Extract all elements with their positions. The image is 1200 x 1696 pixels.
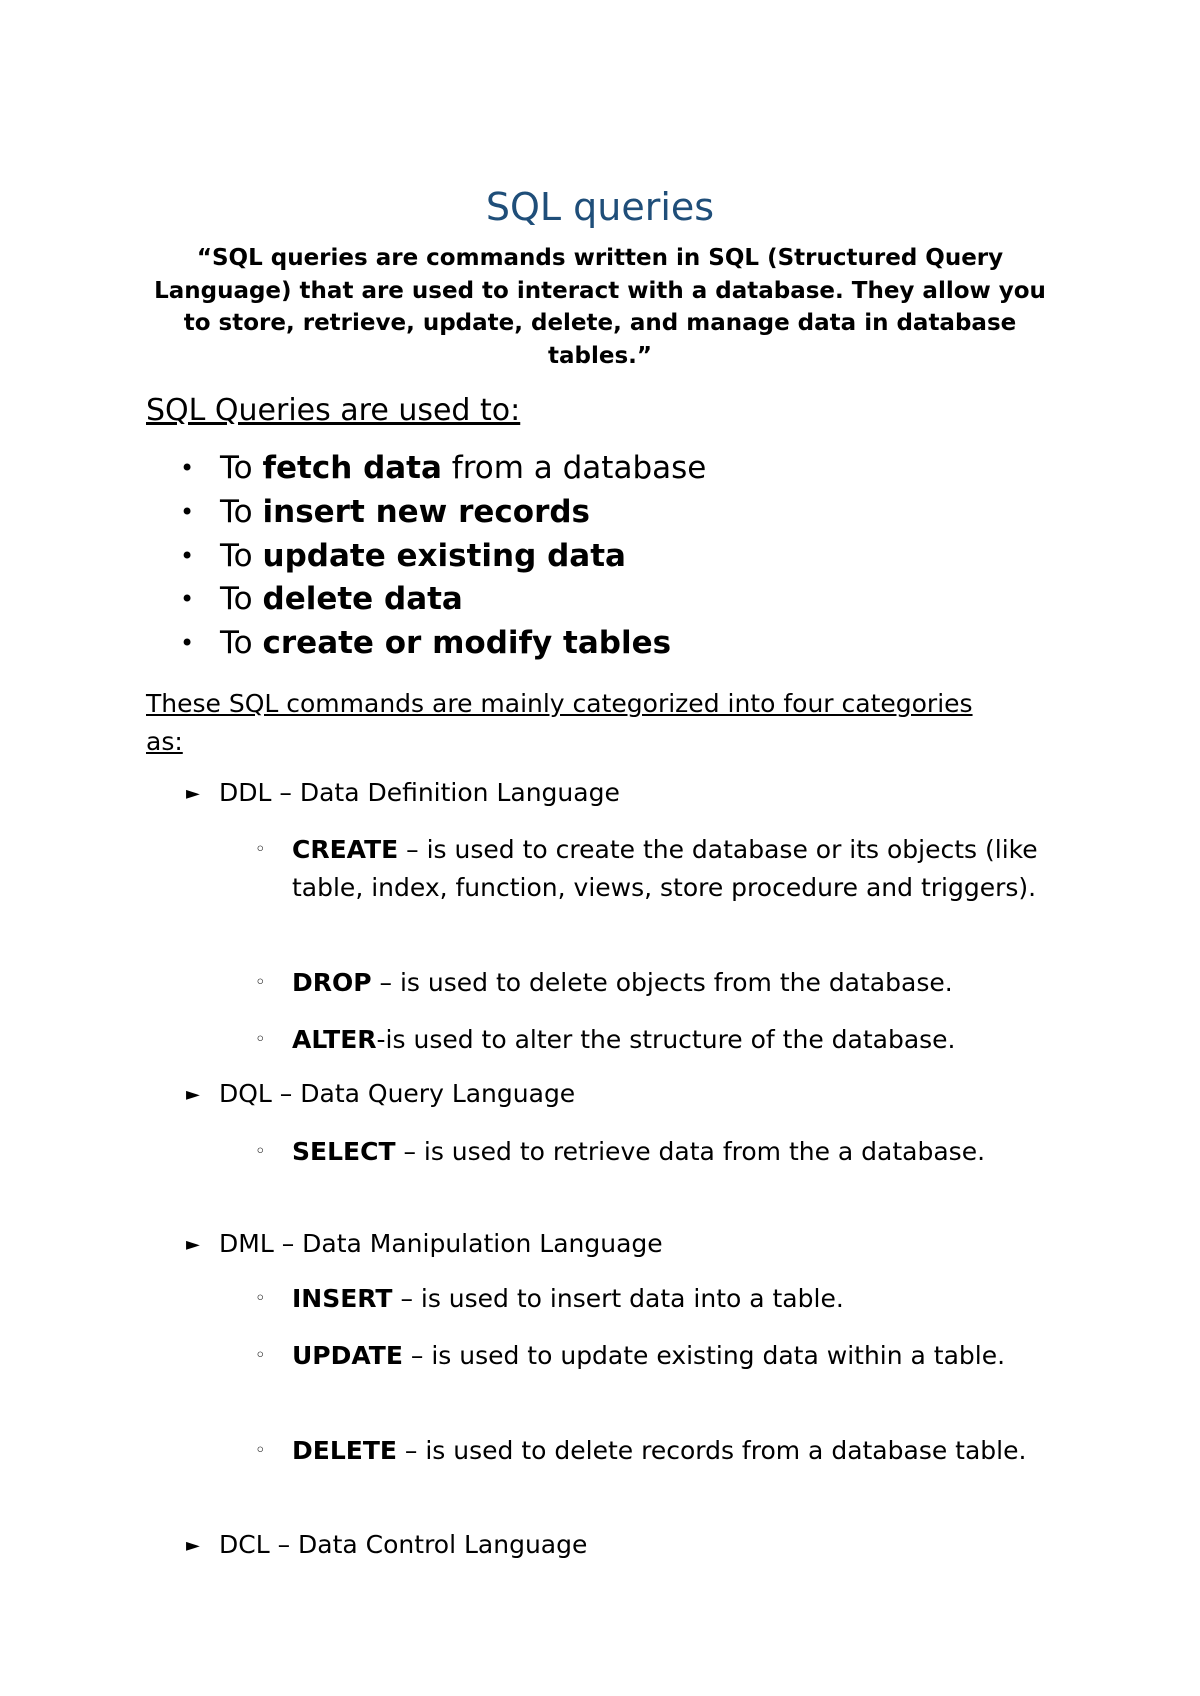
category-dml: ► DML – Data Manipulation Language — [186, 1225, 663, 1264]
circle-bullet-icon: ◦ — [255, 1345, 266, 1366]
bullet-icon: • — [180, 585, 195, 614]
command-alter: ◦ ALTER-is used to alter the structure of the database. — [255, 1021, 1055, 1059]
circle-bullet-icon: ◦ — [255, 1288, 266, 1309]
circle-bullet-icon: ◦ — [255, 1029, 266, 1050]
circle-bullet-icon: ◦ — [255, 1440, 266, 1461]
circle-bullet-icon: ◦ — [255, 1141, 266, 1162]
bullet-icon: • — [180, 541, 195, 570]
category-ddl: ► DDL – Data Definition Language — [186, 774, 620, 813]
command-select: ◦ SELECT – is used to retrieve data from the a database. — [255, 1133, 1055, 1171]
bullet-icon: • — [180, 497, 195, 526]
definition-quote: “SQL queries are commands written in SQL (Structured Query Language) that are used to interact with a database. They allow you to store, retrieve, update, delete, and manage data in database tables.” — [154, 245, 1046, 369]
category-dql: ► DQL – Data Query Language — [186, 1075, 575, 1114]
uses-list — [180, 448, 1080, 667]
uses-item: • To create or modify tables — [180, 625, 672, 662]
arrow-right-icon: ► — [186, 1535, 200, 1556]
uses-item: • To insert new records — [180, 493, 591, 530]
uses-item: • To delete data — [180, 581, 463, 618]
bullet-icon: • — [180, 454, 195, 482]
command-drop: ◦ DROP – is used to delete objects from the database. — [255, 964, 1055, 1002]
circle-bullet-icon: ◦ — [255, 972, 266, 993]
command-delete: ◦ DELETE – is used to delete records from a database table. — [255, 1432, 1055, 1470]
category-dcl: ► DCL – Data Control Language — [186, 1526, 587, 1565]
command-update: ◦ UPDATE – is used to update existing data within a table. — [255, 1337, 1055, 1375]
uses-item: • To fetch data from a database — [180, 450, 707, 486]
arrow-right-icon: ► — [186, 1234, 200, 1255]
uses-item: • To update existing data — [180, 537, 626, 574]
page-title: SQL queries — [485, 185, 715, 229]
command-insert: ◦ INSERT – is used to insert data into a table. — [255, 1280, 1055, 1318]
arrow-right-icon: ► — [186, 783, 200, 804]
command-create: ◦ CREATE – is used to create the database or its objects (like table, index, function, views, store procedure and triggers). — [255, 831, 1055, 907]
uses-heading: SQL Queries are used to: — [146, 393, 521, 428]
bullet-icon: • — [180, 629, 195, 658]
arrow-right-icon: ► — [186, 1084, 200, 1105]
circle-bullet-icon: ◦ — [255, 839, 266, 860]
categories-heading: These SQL commands are mainly categorized into four categories as: — [146, 689, 973, 756]
